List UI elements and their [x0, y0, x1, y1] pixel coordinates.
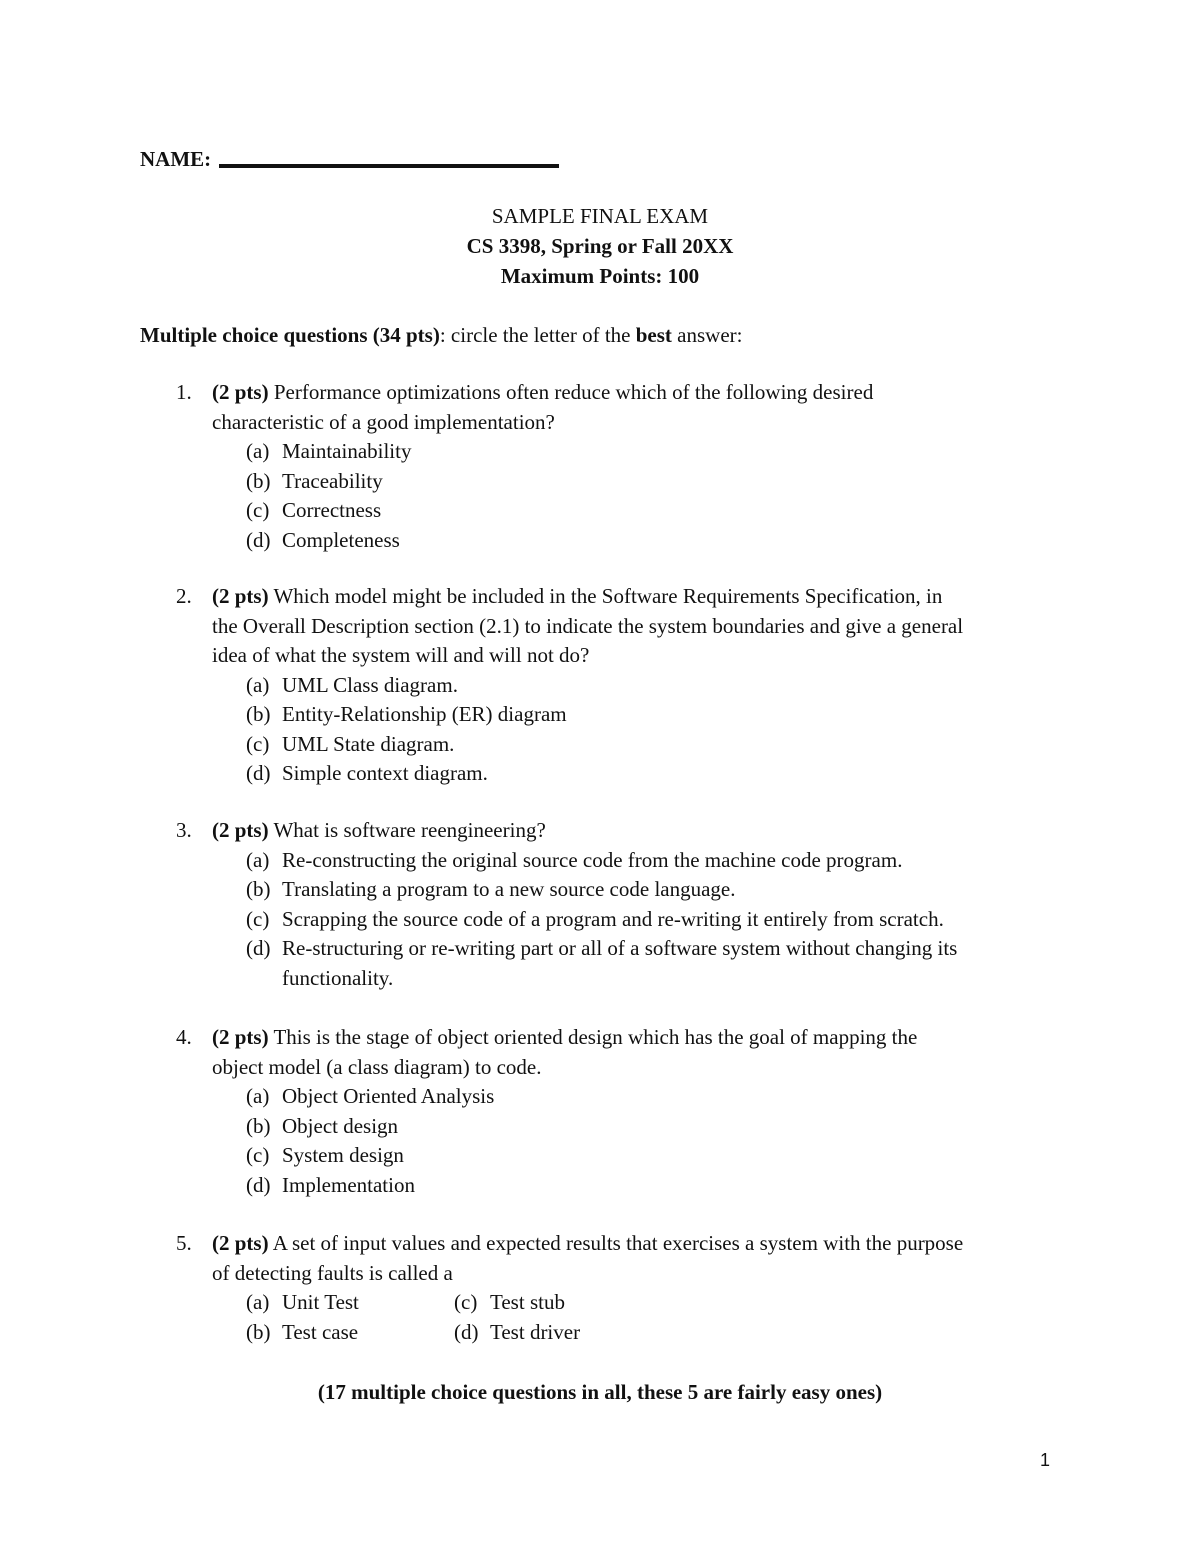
option-text: UML State diagram. — [282, 731, 455, 756]
option-letter: (d) — [246, 761, 271, 785]
option-letter: (c) — [246, 906, 270, 931]
option-d[interactable] — [246, 526, 1080, 556]
option-text: Re-constructing the original source code from the machine code program. — [282, 847, 903, 872]
question-line: A set of input values and expected results that exercises a system with the purpose — [272, 1231, 964, 1255]
option-letter: (a) — [246, 1084, 270, 1108]
name-blank-line — [219, 164, 559, 168]
option-a[interactable] — [246, 671, 1080, 701]
option-a[interactable] — [246, 1288, 454, 1318]
option-letter: (b) — [246, 1113, 271, 1138]
option-b[interactable] — [246, 875, 1080, 905]
option-text: Object design — [282, 1113, 399, 1138]
option-a[interactable] — [246, 846, 1080, 876]
answer-options — [246, 1288, 1080, 1347]
question-2 — [140, 582, 1080, 789]
question-points: (2 pts) — [212, 1025, 269, 1049]
option-text: System design — [282, 1143, 404, 1167]
footer-note: (17 multiple choice questions in all, these 5 are fairly easy ones) — [317, 1380, 883, 1404]
option-letter: (d) — [246, 936, 271, 960]
question-points: (2 pts) — [212, 380, 269, 404]
option-c[interactable] — [246, 1141, 1080, 1171]
answer-options — [246, 1082, 1080, 1200]
answer-options — [246, 671, 1080, 789]
instructions-heading: Multiple choice questions (34 pts) — [140, 323, 440, 347]
option-text: Completeness — [282, 527, 400, 552]
option-letter: (b) — [246, 1319, 271, 1344]
option-b[interactable] — [246, 1112, 1080, 1142]
question-text — [212, 378, 1080, 437]
name-label: NAME: — [140, 147, 212, 171]
exam-title: SAMPLE FINAL EXAM — [491, 204, 709, 228]
option-letter: (a) — [246, 672, 270, 697]
question-line: object model (a class diagram) to code. — [212, 1054, 542, 1079]
question-number: 1. — [176, 380, 192, 404]
option-letter: (a) — [246, 847, 270, 872]
question-1 — [140, 378, 1080, 555]
question-points: (2 pts) — [212, 584, 269, 608]
answer-options — [246, 437, 1080, 555]
option-c[interactable] — [246, 496, 1080, 526]
option-b[interactable] — [246, 467, 1080, 497]
page-number: 1 — [1040, 1450, 1051, 1470]
option-c[interactable] — [246, 730, 1080, 760]
option-text: Translating a program to a new source code language. — [282, 877, 736, 901]
option-text: Unit Test — [282, 1290, 359, 1314]
option-d[interactable] — [246, 759, 1080, 789]
option-letter: (b) — [246, 468, 271, 493]
option-letter: (d) — [246, 1172, 271, 1197]
question-text — [212, 582, 1080, 671]
instructions-emphasis: best — [635, 323, 672, 347]
course-info: CS 3398, Spring or Fall 20XX — [466, 234, 734, 258]
option-text: Implementation — [282, 1172, 415, 1197]
answer-options — [246, 846, 1080, 994]
question-text — [212, 1229, 1080, 1288]
question-line: idea of what the system will and will not do? — [212, 643, 590, 667]
question-number: 5. — [176, 1231, 192, 1255]
instructions-end: answer: — [671, 323, 743, 347]
option-text: Test stub — [490, 1290, 565, 1314]
question-line: What is software reengineering? — [273, 818, 546, 842]
question-text — [212, 1023, 1080, 1082]
exam-header — [0, 201, 1200, 291]
question-line: of detecting faults is called a — [212, 1260, 453, 1285]
option-letter: (a) — [246, 1290, 270, 1314]
option-text: Maintainability — [282, 439, 412, 463]
option-text: Simple context diagram. — [282, 761, 488, 785]
option-text: UML Class diagram. — [282, 672, 458, 697]
option-letter: (d) — [246, 527, 271, 552]
question-text — [212, 816, 1080, 846]
option-d[interactable] — [246, 934, 1080, 993]
question-points: (2 pts) — [212, 1231, 269, 1255]
option-text: Traceability — [282, 468, 383, 493]
option-text-continued: functionality. — [282, 965, 394, 990]
option-text: Object Oriented Analysis — [282, 1084, 495, 1108]
option-letter: (b) — [246, 877, 271, 901]
question-line: Which model might be included in the Software Requirements Specification, in — [273, 584, 943, 608]
option-b[interactable] — [246, 1318, 454, 1348]
question-number: 3. — [176, 818, 192, 842]
instructions-text: : circle the letter of the — [439, 323, 636, 347]
option-letter: (c) — [246, 1143, 270, 1167]
question-4 — [140, 1023, 1080, 1200]
option-text: Entity-Relationship (ER) diagram — [282, 702, 567, 726]
option-letter: (c) — [246, 731, 270, 756]
question-number: 4. — [176, 1025, 192, 1049]
option-a[interactable] — [246, 437, 1080, 467]
name-field — [140, 144, 559, 174]
option-text: Re-structuring or re-writing part or all of a software system without changing its — [282, 936, 958, 960]
option-b[interactable] — [246, 700, 1080, 730]
question-5 — [140, 1229, 1080, 1347]
question-line: the Overall Description section (2.1) to indicate the system boundaries and give a general — [212, 613, 964, 638]
option-letter: (a) — [246, 439, 270, 463]
option-d[interactable] — [246, 1171, 1080, 1201]
question-line: This is the stage of object oriented design which has the goal of mapping the — [273, 1025, 918, 1049]
option-letter: (c) — [246, 498, 270, 522]
question-points: (2 pts) — [212, 818, 269, 842]
instructions — [140, 320, 742, 350]
option-text: Scrapping the source code of a program and re-writing it entirely from scratch. — [282, 906, 944, 931]
option-text: Test case — [282, 1319, 359, 1344]
question-line: Performance optimizations often reduce which of the following desired — [273, 380, 874, 404]
option-a[interactable] — [246, 1082, 1080, 1112]
option-letter: (b) — [246, 702, 271, 726]
option-text: Correctness — [282, 498, 382, 522]
question-3 — [140, 816, 1080, 993]
option-letter: (d) — [454, 1319, 479, 1344]
question-number: 2. — [176, 584, 192, 608]
option-d[interactable] — [454, 1318, 654, 1348]
option-letter: (c) — [454, 1290, 478, 1314]
question-line: characteristic of a good implementation? — [212, 409, 555, 434]
max-points: Maximum Points: 100 — [500, 264, 700, 288]
option-text: Test driver — [490, 1319, 581, 1344]
option-c[interactable] — [454, 1288, 654, 1318]
option-c[interactable] — [246, 905, 1080, 935]
